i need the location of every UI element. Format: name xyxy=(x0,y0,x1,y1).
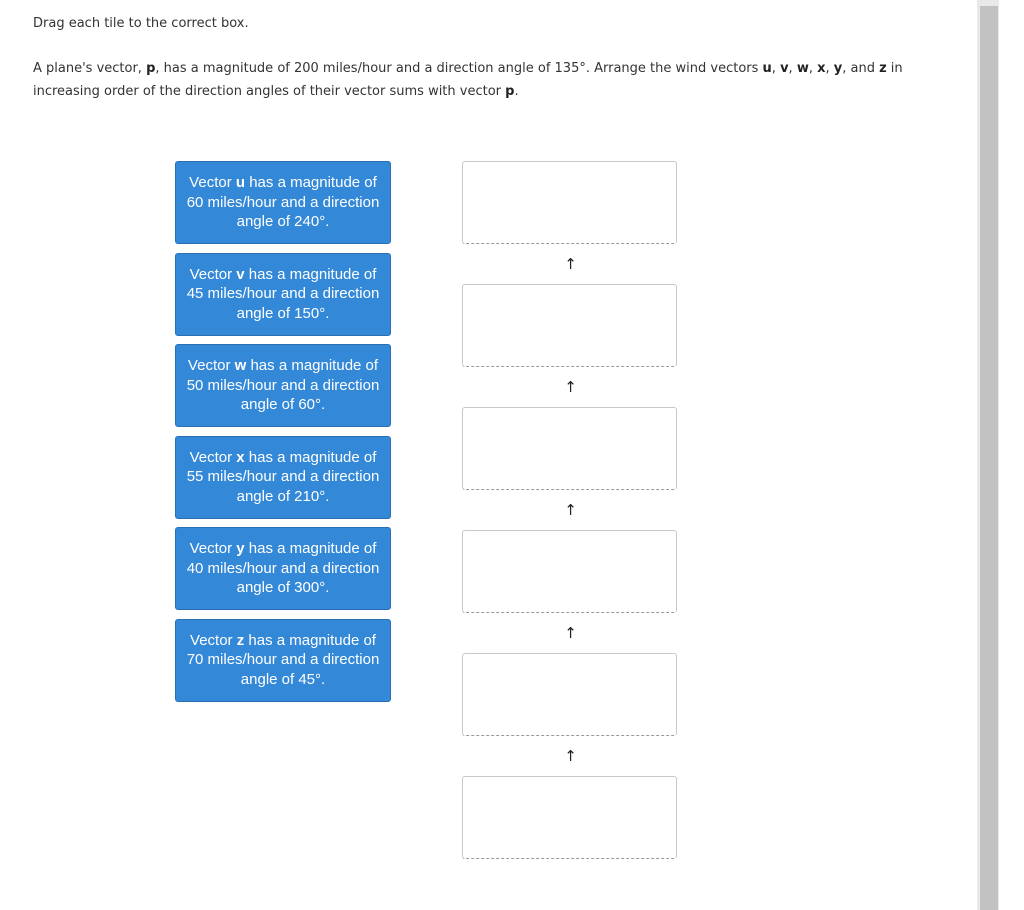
question-vector-u: u xyxy=(762,61,772,76)
drop-box-6[interactable] xyxy=(462,776,677,859)
drop-target-column xyxy=(462,161,677,859)
question-text xyxy=(33,57,963,103)
question-separator: , xyxy=(771,61,781,76)
question-vector-x: x xyxy=(817,61,826,76)
tile-text: has a magnitude of 45 miles/hour and a direction angle of 150°. xyxy=(186,265,380,322)
tile-text: has a magnitude of 70 miles/hour and a direction angle of 45°. xyxy=(186,631,380,688)
tile-vector-w[interactable] xyxy=(175,344,391,427)
tile-vector-name: z xyxy=(236,631,245,649)
tile-text: Vector xyxy=(189,448,237,466)
tile-text: Vector xyxy=(189,174,236,191)
tile-text: has a magnitude of 40 miles/hour and a direction angle of 300°. xyxy=(186,540,380,597)
tile-vector-name: x xyxy=(236,448,245,466)
question-vector-v: v xyxy=(780,61,789,76)
tile-text: Vector xyxy=(187,357,235,375)
question-vector-w: w xyxy=(796,61,809,76)
question-vector-p: p xyxy=(146,61,156,76)
tile-text: has a magnitude of 55 miles/hour and a direction angle of 210°. xyxy=(186,448,380,505)
tile-vector-v[interactable] xyxy=(175,253,391,336)
drop-box-3[interactable] xyxy=(462,407,677,490)
scrollbar[interactable] xyxy=(977,0,999,910)
tile-vector-name: v xyxy=(236,265,245,283)
tile-text: has a magnitude of 50 miles/hour and a direction angle of 60°. xyxy=(186,357,380,414)
question-part: . xyxy=(514,84,519,99)
arrow-up-icon: ↑ xyxy=(564,747,577,765)
question-vector-z: z xyxy=(879,61,887,76)
question-part: A plane's vector, xyxy=(33,61,147,76)
tile-vector-name: y xyxy=(236,540,245,558)
question-vector-p: p xyxy=(505,84,515,99)
arrow-up-icon: ↑ xyxy=(564,255,577,273)
tile-text: Vector xyxy=(190,631,237,649)
tile-bank xyxy=(175,161,391,711)
tile-text: Vector xyxy=(189,265,237,283)
drop-box-2[interactable] xyxy=(462,284,677,367)
question-part: in increasing order of the direction angles of their vector sums with vector xyxy=(33,61,903,99)
question-separator: , xyxy=(825,61,834,76)
tile-vector-name: u xyxy=(235,174,246,191)
arrow-up-icon: ↑ xyxy=(564,378,577,396)
drop-box-4[interactable] xyxy=(462,530,677,613)
question-separator: , xyxy=(788,61,797,76)
tile-vector-x[interactable] xyxy=(175,436,391,519)
tile-vector-name: w xyxy=(234,357,247,375)
arrow-up-icon: ↑ xyxy=(564,501,577,519)
drop-box-5[interactable] xyxy=(462,653,677,736)
question-vector-y: y xyxy=(833,61,843,76)
question-part: , and xyxy=(842,61,880,76)
question-part: , has a magnitude of 200 miles/hour and a direction angle of 135°. Arrange the wind vectors xyxy=(155,61,763,76)
question-separator: , xyxy=(808,61,818,76)
tile-vector-y[interactable] xyxy=(175,527,391,610)
arrow-up-icon: ↑ xyxy=(564,624,577,642)
tile-vector-z[interactable] xyxy=(175,619,391,702)
drop-box-1[interactable] xyxy=(462,161,677,244)
tile-vector-u[interactable] xyxy=(175,161,391,244)
scrollbar-thumb[interactable] xyxy=(980,6,998,910)
tile-text: has a magnitude of 60 miles/hour and a direction angle of 240°. xyxy=(186,174,380,230)
instruction-text: Drag each tile to the correct box. xyxy=(33,16,249,31)
tile-text: Vector xyxy=(189,540,237,558)
